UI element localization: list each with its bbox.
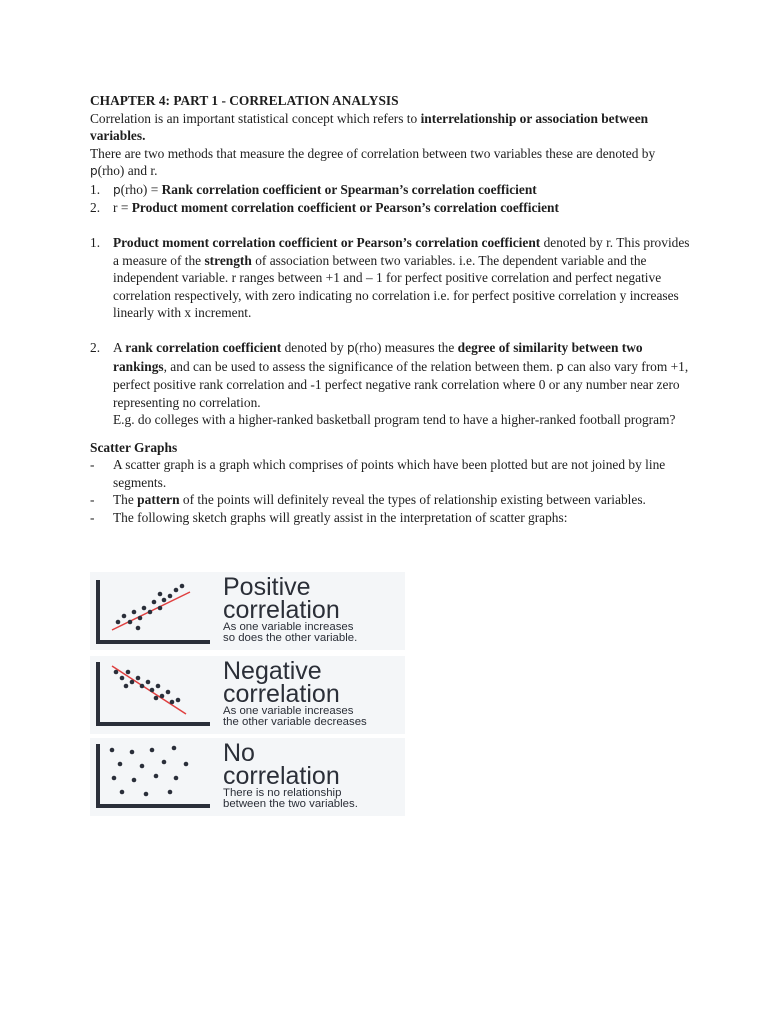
positive-correlation-panel: Positive correlation As one variable increases so does the other variable. — [90, 572, 405, 650]
scatter-bullet-2: - The pattern of the points will definitely reveal the types of relationship existing between variables. — [90, 492, 646, 507]
document-page — [90, 92, 690, 526]
intro-paragraph-2: There are two methods that measure the degree of correlation between two variables these are denoted by p(rho) and r. — [90, 145, 656, 178]
panel-subtitle: correlation — [223, 762, 340, 790]
method-item-1: 1. p(rho) = Rank correlation coefficient or Spearman’s correlation coefficient — [90, 181, 537, 197]
data-points — [110, 746, 189, 797]
negative-scatter-sketch — [90, 656, 220, 734]
panel-subtitle: correlation — [223, 680, 340, 708]
data-points — [114, 670, 181, 705]
panel-subtitle: correlation — [223, 596, 340, 624]
chapter-title: CHAPTER 4: PART 1 - CORRELATION ANALYSIS — [90, 93, 399, 108]
scatter-bullet-1: - A scatter graph is a graph which comprises of points which have been plotted but are not joined by line segments. — [90, 457, 666, 490]
negative-correlation-panel: Negative correlation As one variable increases the other variable decreases — [90, 656, 405, 734]
pearson-description: 1. Product moment correlation coefficient or Pearson’s correlation coefficient denoted by r. This provides a measure of the strength of association between two variables. i.e. The dependent variable and the independent variable. r ranges between +1 and – 1 for perfect positive correlation and perfect negative correlation respectively, with zero indicating no correlation i.e. for perfect positive correlation y increases linearly with x increment. — [90, 235, 690, 320]
scatter-heading: Scatter Graphs — [90, 439, 178, 455]
panel-title: Negative — [223, 657, 322, 685]
trend-line — [112, 666, 186, 714]
positive-scatter-sketch — [90, 572, 220, 650]
method-item-2: 2. r = Product moment correlation coefficient or Pearson’s correlation coefficient — [90, 200, 559, 215]
scatter-bullet-3: - The following sketch graphs will greatly assist in the interpretation of scatter graphs: — [90, 509, 568, 525]
axes — [98, 580, 210, 642]
example-text: E.g. do colleges with a higher-ranked basketball program tend to have a higher-ranked football program? — [113, 412, 676, 427]
intro-paragraph: Correlation is an important statistical concept which refers to interrelationship or association between variables. — [90, 110, 649, 143]
panel-title: No — [223, 739, 255, 767]
panel-title: Positive — [223, 573, 311, 601]
spearman-description: 2. A rank correlation coefficient denoted by p(rho) measures the degree of similarity between two rankings, and can be used to assess the significance of the relation between them. p can also vary from +1, perfect positive rank correlation and -1 perfect negative rank correlation where 0 or any number near zero representing no correlation. E.g. do colleges with a higher-ranked basketball program tend to have a higher-ranked football program? — [90, 340, 689, 427]
rho-symbol: p — [90, 164, 98, 178]
no-correlation-scatter-sketch — [90, 738, 220, 816]
no-correlation-panel: No correlation There is no relationship between the two variables. — [90, 738, 405, 816]
